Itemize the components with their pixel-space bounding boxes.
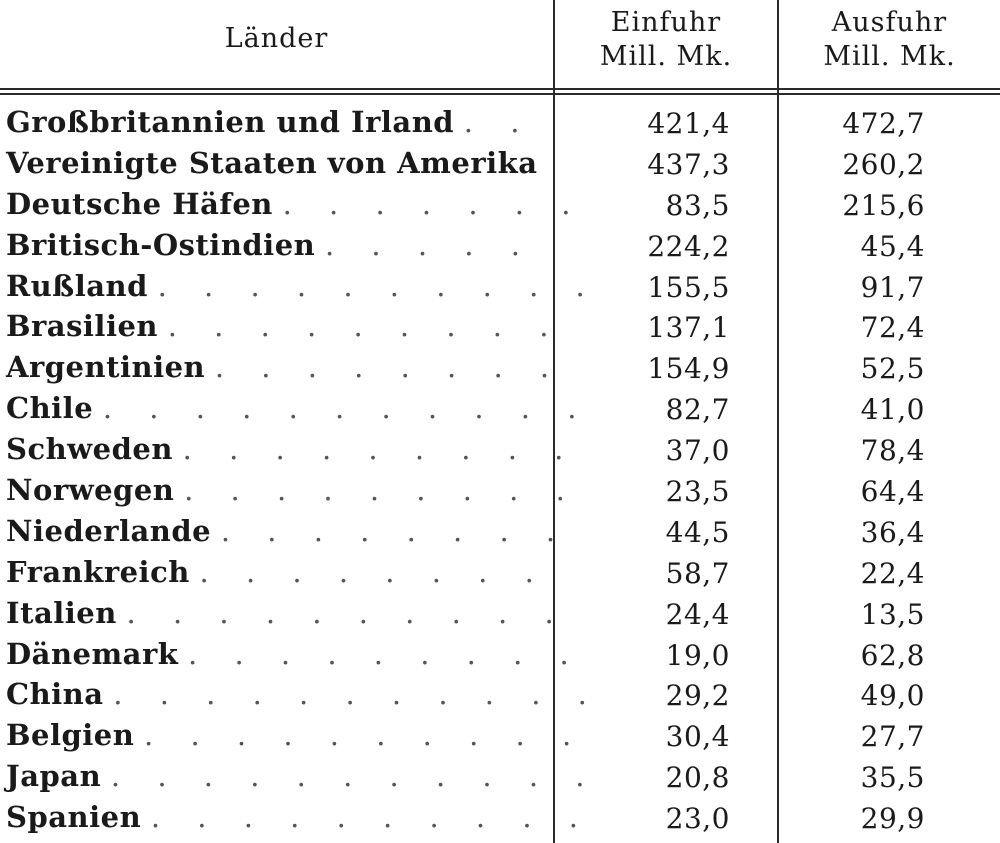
table-row xyxy=(0,716,1000,757)
export-value: 72,4 xyxy=(860,311,925,345)
import-value: 224,2 xyxy=(647,229,730,263)
table-row xyxy=(0,512,1000,553)
table-row xyxy=(0,798,1000,839)
country-name: Großbritannien und Irland xyxy=(6,105,455,139)
header-rule-lower xyxy=(0,93,1000,95)
export-value: 41,0 xyxy=(860,393,925,427)
country-name: Belgien xyxy=(6,718,135,753)
export-value: 215,6 xyxy=(842,188,925,222)
export-value: 13,5 xyxy=(860,597,925,631)
export-value: 64,4 xyxy=(860,475,925,509)
leader-dots: . . . . . . . . xyxy=(199,554,548,589)
header-country xyxy=(0,22,553,56)
leader-dots: . . . . . . . . . . xyxy=(157,268,599,303)
export-value: 22,4 xyxy=(860,556,925,590)
leader-dots: . . . . . . . . . . . xyxy=(102,391,591,426)
import-value: 437,3 xyxy=(647,147,730,181)
import-value: 44,5 xyxy=(665,515,730,549)
country-name: Britisch-Ostindien xyxy=(6,227,316,262)
table-row xyxy=(0,675,1000,716)
export-value: 472,7 xyxy=(842,107,925,140)
header-rule-upper xyxy=(0,88,1000,90)
import-value: 154,9 xyxy=(647,352,730,386)
country-name: Argentinien xyxy=(6,350,206,385)
country-name: Deutsche Häfen xyxy=(6,186,273,221)
country-name: Brasilien xyxy=(6,309,158,344)
row-country xyxy=(6,555,546,589)
import-value: 58,7 xyxy=(665,556,730,590)
leader-dots: . . . . . . . . xyxy=(214,350,564,385)
row-country xyxy=(6,677,601,712)
table-row xyxy=(0,430,1000,471)
country-name: Rußland xyxy=(6,268,148,303)
row-country xyxy=(6,513,570,548)
table-row xyxy=(0,635,1000,676)
import-value: 155,5 xyxy=(647,270,730,304)
leader-dots: . . . . . . . xyxy=(282,186,585,221)
row-country xyxy=(6,718,586,753)
country-name: Chile xyxy=(6,391,94,426)
export-value: 29,9 xyxy=(860,802,925,836)
table-row xyxy=(0,103,1000,144)
header-import xyxy=(555,6,777,74)
table-row xyxy=(0,267,1000,308)
header-import-label: Einfuhr xyxy=(610,7,722,38)
leader-dots: . . . . . . . . . xyxy=(167,309,563,344)
import-value: 29,2 xyxy=(665,679,730,713)
country-name: Japan xyxy=(6,759,102,794)
country-name: Spanien xyxy=(6,800,142,835)
country-name: Niederlande xyxy=(6,513,212,548)
header-country-label: Länder xyxy=(224,23,329,54)
row-country xyxy=(6,350,564,385)
leader-dots: . . . . . . . . . . xyxy=(126,595,568,630)
import-value: 23,5 xyxy=(665,475,730,509)
leader-dots: . . . . . . . . . . xyxy=(150,800,593,835)
leader-dots: . . . . . . . . xyxy=(220,513,570,548)
country-name: Italien xyxy=(6,595,117,630)
row-country xyxy=(6,636,583,671)
export-value: 91,7 xyxy=(860,270,925,304)
leader-dots: . . . . . . . . . xyxy=(188,636,583,671)
row-country xyxy=(6,268,599,303)
import-value: 82,7 xyxy=(665,393,730,427)
header-export-unit: Mill. Mk. xyxy=(823,41,956,72)
table-body xyxy=(0,103,1000,839)
row-country xyxy=(6,595,568,630)
import-value: 24,4 xyxy=(665,597,730,631)
import-value: 137,1 xyxy=(647,311,730,345)
export-value: 78,4 xyxy=(860,434,925,468)
leader-dots: . . xyxy=(463,105,534,139)
country-name: Dänemark xyxy=(6,636,179,671)
table-row xyxy=(0,307,1000,348)
table-row xyxy=(0,594,1000,635)
table-row xyxy=(0,348,1000,389)
leader-dots: . . . . . . . . . . . xyxy=(113,677,601,712)
export-value: 260,2 xyxy=(842,147,925,181)
table-row xyxy=(0,389,1000,430)
row-country xyxy=(6,228,546,262)
table-row xyxy=(0,226,1000,267)
table-row xyxy=(0,144,1000,185)
leader-dots: . . . . . . . . . xyxy=(182,432,578,467)
row-country xyxy=(6,186,585,221)
import-value: 30,4 xyxy=(665,720,730,754)
row-country xyxy=(6,432,578,467)
leader-dots: . . . . . . . . . xyxy=(184,473,579,508)
row-country xyxy=(6,800,593,835)
country-name: Vereinigte Staaten von Amerika xyxy=(6,145,538,180)
export-value: 36,4 xyxy=(860,515,925,549)
row-country xyxy=(6,105,546,139)
import-value: 37,0 xyxy=(665,434,730,468)
export-value: 52,5 xyxy=(860,352,925,386)
leader-dots: . . . . . xyxy=(324,227,534,262)
header-export-label: Ausfuhr xyxy=(831,7,948,38)
row-country xyxy=(6,146,546,180)
leader-dots: . . . . . . . . . . . xyxy=(110,759,599,794)
header-import-unit: Mill. Mk. xyxy=(599,41,733,72)
export-value: 45,4 xyxy=(860,229,925,263)
export-value: 27,7 xyxy=(860,720,925,754)
import-value: 20,8 xyxy=(665,761,730,795)
export-value: 49,0 xyxy=(860,679,925,713)
country-name: Schweden xyxy=(6,432,173,467)
table-row xyxy=(0,185,1000,226)
table-row xyxy=(0,553,1000,594)
row-country xyxy=(6,391,591,426)
leader-dots: . . . . . . . . . . xyxy=(144,718,586,753)
country-name: China xyxy=(6,677,104,712)
import-value: 19,0 xyxy=(665,638,730,672)
row-country xyxy=(6,473,579,508)
import-value: 23,0 xyxy=(665,802,730,836)
row-country xyxy=(6,759,599,794)
header-export xyxy=(779,6,1000,74)
import-value: 83,5 xyxy=(665,188,730,222)
table-row xyxy=(0,471,1000,512)
row-country xyxy=(6,309,563,344)
table-row xyxy=(0,757,1000,798)
country-name: Norwegen xyxy=(6,473,175,508)
export-value: 35,5 xyxy=(860,761,925,795)
import-value: 421,4 xyxy=(647,107,730,140)
country-name: Frankreich xyxy=(6,554,190,589)
export-value: 62,8 xyxy=(860,638,925,672)
